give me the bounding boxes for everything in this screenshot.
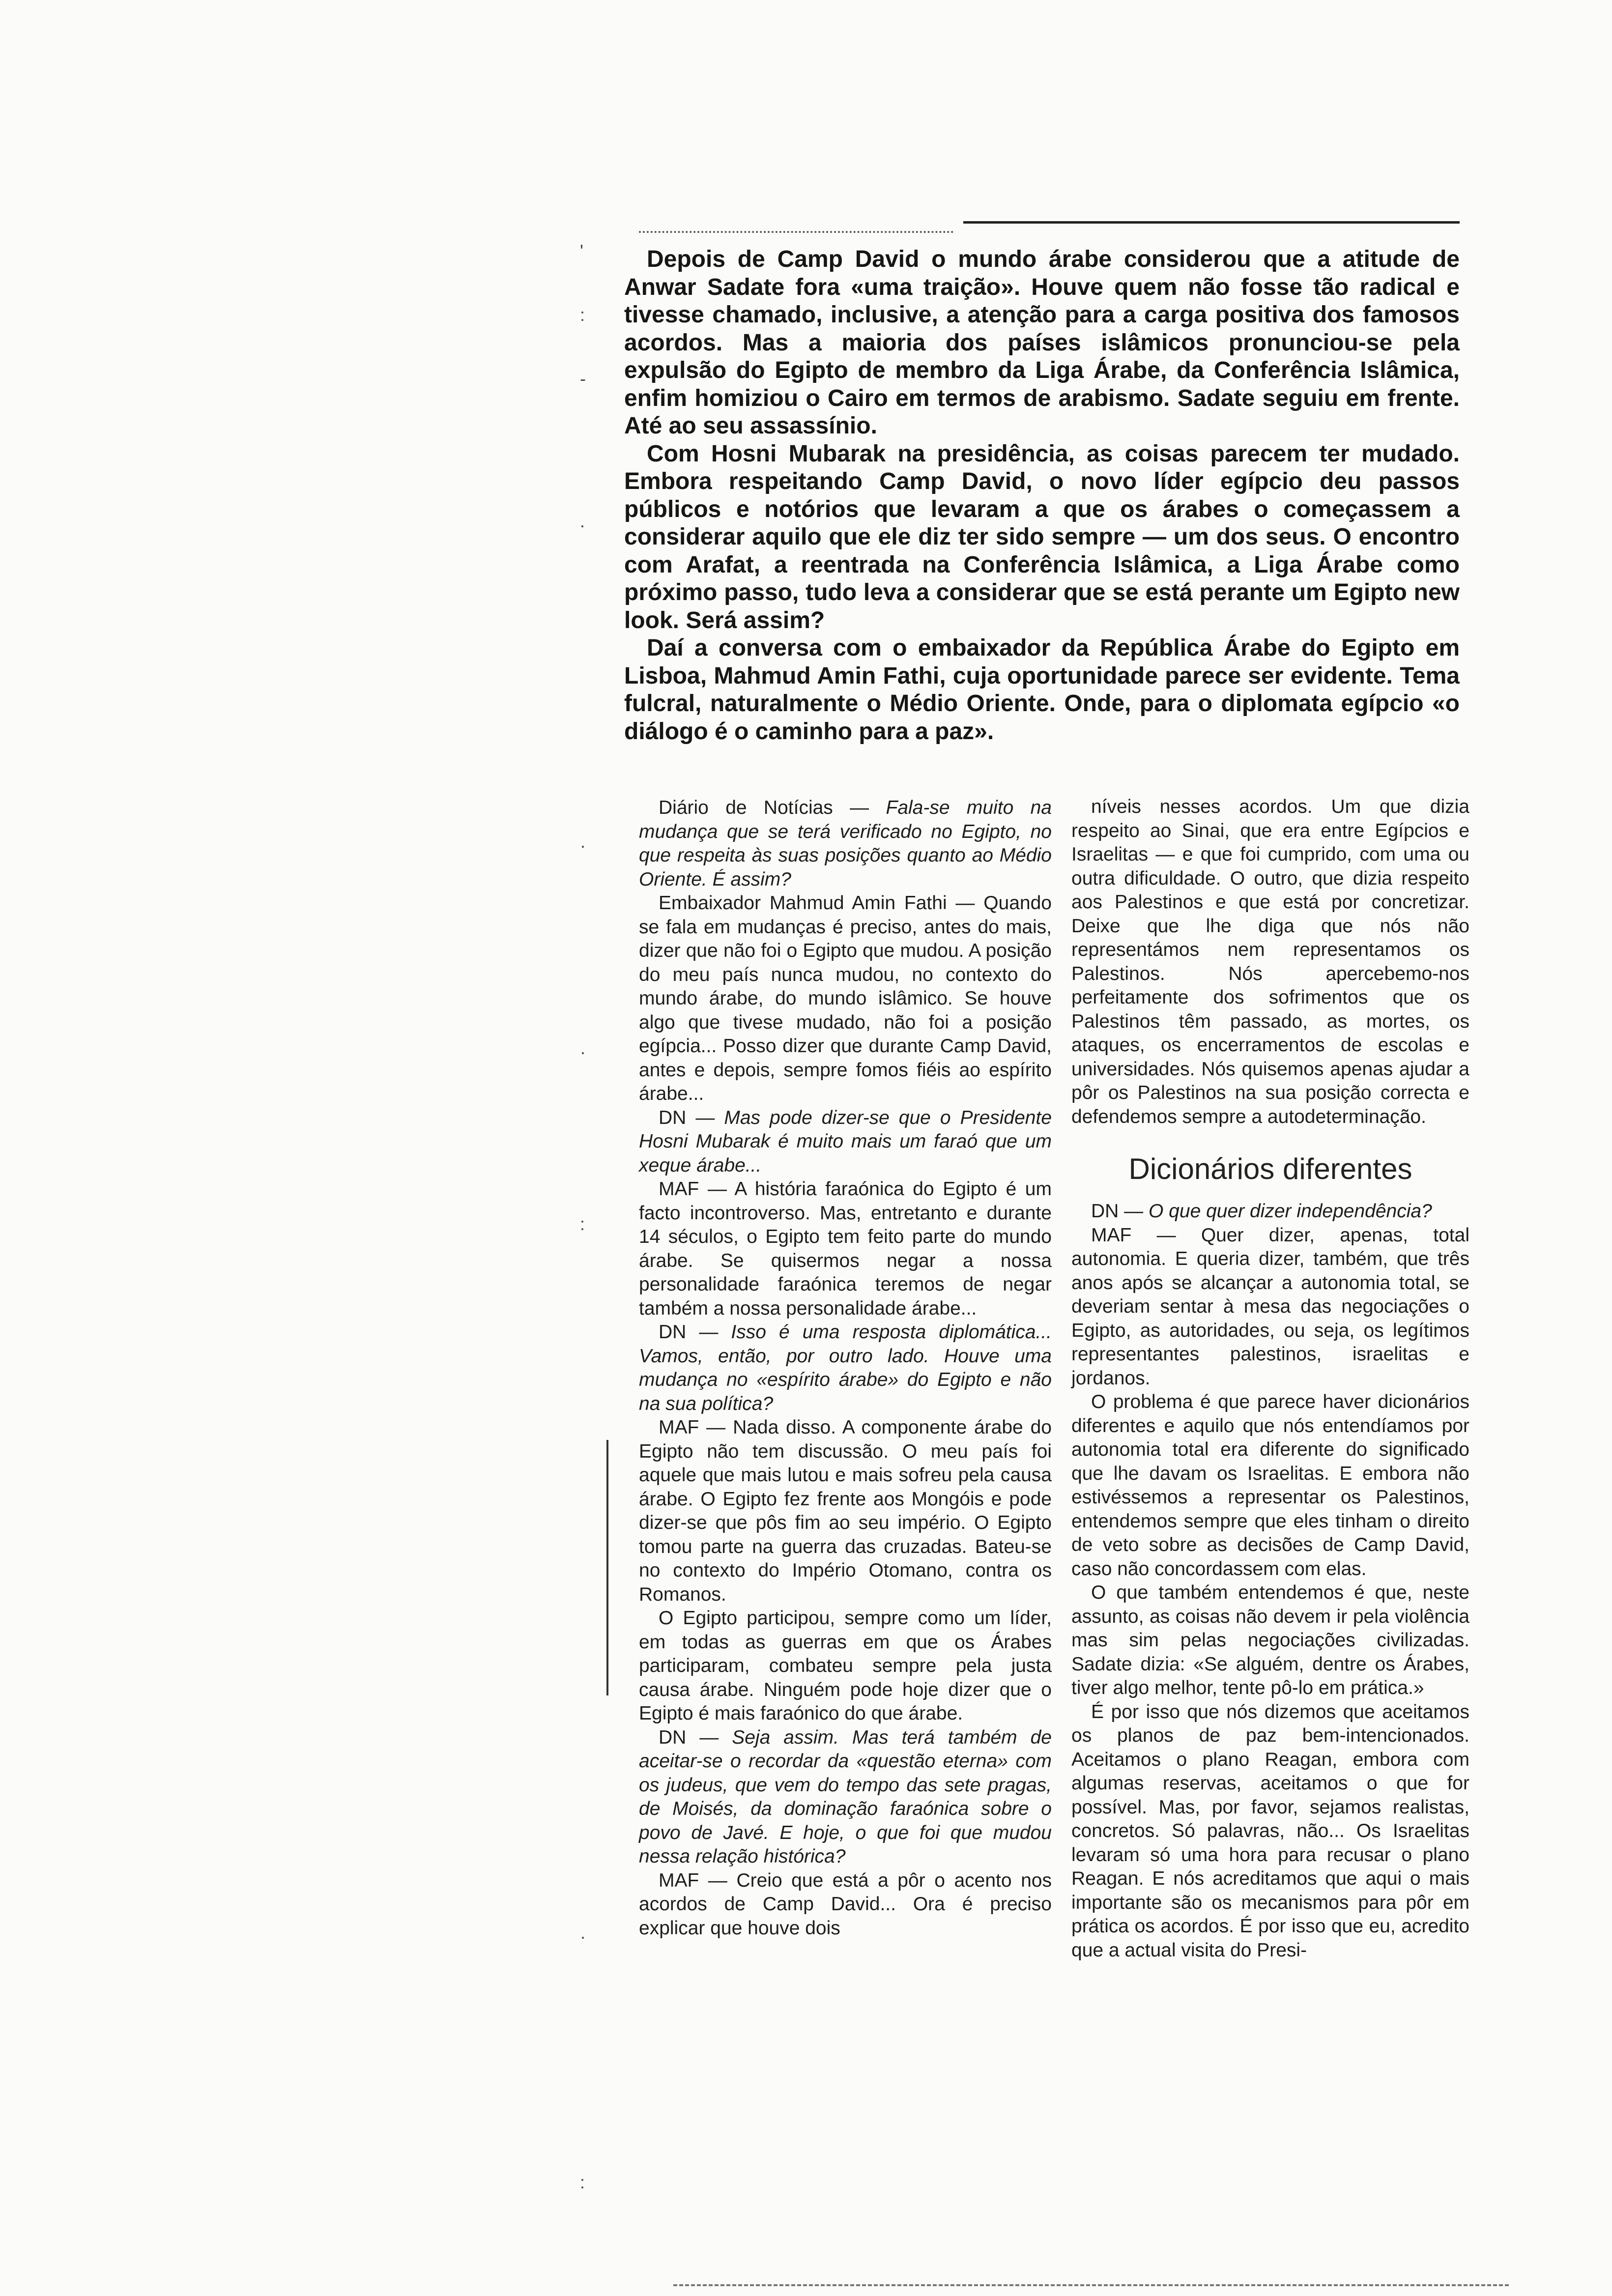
paragraph-text: Seja assim. Mas terá também de aceitar-se o recordar da «questão eterna» com os judeus, que vem do tempo das sete pragas, de Moisés, da dominação faraónica sobre o povo de Javé. E hoje, o que foi que mudou nessa relação histórica? — [639, 1726, 1052, 1867]
paragraph-text: É por isso que nós dizemos que aceitamos os planos de paz bem-intencionados. Aceitamos o plano Reagan, embora com algumas reservas, aceitamos o que for possível. Mas, por favor, sejamos realistas, concretos. Só palavras, não... Os Israelitas levaram só uma hora para recusar o plano Reagan. E nós acreditamos que aqui o mais importante são os mecanismos para pôr em prática os acordos. É por isso que eu, acredito que a actual visita do Presi- — [1071, 1701, 1469, 1961]
interview-answer — [639, 1869, 1052, 1941]
interview-question — [639, 1726, 1052, 1869]
margin-mark: ' — [580, 241, 583, 261]
paragraph-text: Creio que está a pôr o acento nos acordos de Camp David... Ora é preciso explicar que houve dois — [639, 1869, 1052, 1939]
speaker-label: Embaixador Mahmud Amin Fathi — — [659, 892, 975, 914]
speaker-label: DN — — [659, 1321, 719, 1343]
section-subheading: Dicionários diferentes — [1128, 1152, 1412, 1185]
speaker-label: Diário de Notícias — — [659, 797, 869, 818]
interview-answer — [639, 1177, 1052, 1320]
margin-mark: - — [580, 369, 586, 389]
paragraph-text: Quer dizer, apenas, total autonomia. E queria dizer, também, que três anos após se alcançar a autonomia total, se deveriam sentar à mesa das negociações o Egipto, as autoridades, ou seja, os legítimos representantes palestinos, israelitas e jordanos. — [1071, 1224, 1469, 1389]
interview-answer — [1071, 1700, 1469, 1963]
margin-mark: · — [580, 1926, 586, 1947]
interview-question — [1071, 1200, 1469, 1224]
speaker-label: DN — — [659, 1726, 719, 1748]
margin-mark: : — [580, 305, 585, 325]
interview-answer — [1071, 795, 1469, 1129]
speaker-label: MAF — — [1091, 1224, 1176, 1246]
paragraph-text: O problema é que parece haver dicionários diferentes e aquilo que nós entendíamos por autonomia total era diferente do significado que lhe davam os Israelitas. E embora não estivéssemos a representar os Palestinos, entendemos sempre que eles tinham o direito de veto sobre as decisões de Camp David, caso não concordassem com elas. — [1071, 1391, 1469, 1579]
intro-paragraph-3: Daí a conversa com o embaixador da República Árabe do Egipto em Lisboa, Mahmud Amin Fathi, cuja oportunidade parece ser evidente. Tema fulcral, naturalmente o Médio Oriente. Onde, para o diplomata egípcio «o diálogo é o caminho para a paz». — [624, 635, 1460, 745]
interview-column-right — [1071, 795, 1469, 1962]
interview-question — [639, 796, 1052, 891]
interview-answer — [1071, 1581, 1469, 1700]
paragraph-text: Nada disso. A componente árabe do Egipto não tem discussão. O meu país foi aquele que mais lutou e mais sofreu pela causa árabe. O Egipto fez frente aos Mongóis e pode dizer-se que pôs fim ao seu império. O Egipto tomou parte na guerra das cruzadas. Bateu-se no contexto do Império Otomano, contra os Romanos. — [639, 1417, 1052, 1605]
paragraph-text: O que também entendemos é que, neste assunto, as coisas não devem ir pela violência mas sim pelas negociações civilizadas. Sadate dizia: «Se alguém, dentre os Árabes, tiver algo melhor, tente pô-lo em prática.» — [1071, 1582, 1469, 1698]
paragraph-text: Fala-se muito na mudança que se terá verificado no Egipto, no que respeita às suas posições quanto ao Médio Oriente. É assim? — [639, 797, 1052, 890]
interview-question — [639, 1320, 1052, 1416]
speaker-label: MAF — — [659, 1869, 727, 1891]
speaker-label: MAF — — [659, 1178, 727, 1200]
margin-mark: : — [580, 2172, 585, 2192]
margin-mark: . — [580, 511, 585, 531]
intro-paragraph-1: Depois de Camp David o mundo árabe considerou que a atitude de Anwar Sadate fora «uma traição». Houve quem não fosse tão radical e tivesse chamado, inclusive, a atenção para a carga positiva dos famosos acordos. Mas a maioria dos países islâmicos pronunciou-se pela expulsão do Egipto de membro da Liga Árabe, da Conferência Islâmica, enfim homiziou o Cairo em termos de arabismo. Sadate seguiu em frente. Até ao seu assassínio. — [624, 246, 1460, 439]
interview-column-right-bottom — [1071, 1200, 1469, 1962]
margin-mark: · — [580, 1042, 586, 1062]
interview-answer — [1071, 1224, 1469, 1391]
bottom-rule — [673, 2284, 1509, 2286]
paragraph-text: Isso é uma resposta diplomática... Vamos, então, por outro lado. Houve uma mudança no «espírito árabe» do Egipto e não na sua política? — [639, 1321, 1052, 1414]
interview-column-right-top — [1071, 795, 1469, 1129]
margin-mark: : — [580, 1214, 585, 1234]
speaker-label: DN — — [659, 1107, 715, 1128]
interview-answer — [1071, 1390, 1469, 1581]
top-rule-dotted — [639, 231, 953, 233]
intro-paragraph-2: Com Hosni Mubarak na presidência, as coisas parecem ter mudado. Embora respeitando Camp David, o novo líder egípcio deu passos públicos e notórios que levaram a que os árabes o começassem a considerar aquilo que ele diz ter sido sempre — um dos seus. O encontro com Arafat, a reentrada na Conferência Islâmica, a Liga Árabe como próximo passo, tudo leva a considerar que se está perante um Egipto new look. Será assim? — [624, 440, 1460, 633]
top-rule — [963, 221, 1460, 224]
paragraph-text: Quando se fala em mudanças é preciso, antes do mais, dizer que não foi o Egipto que mudou. A posição do meu país nunca mudou, no contexto do mundo árabe, do mundo islâmico. Se houve algo que tivese mudado, não foi a posição egípcia... Posso dizer que durante Camp David, antes e depois, sempre fomos fiéis ao espírito árabe... — [639, 892, 1052, 1104]
margin-line — [606, 1440, 608, 1695]
paragraph-text: níveis nesses acordos. Um que dizia respeito ao Sinai, que era entre Egípcios e Israelitas — e que foi cumprido, com uma ou outra dificuldade. O outro, que dizia respeito aos Palestinos e que está por concretizar. Deixe que lhe diga que nós não representámos nem representamos os Palestinos. Nós apercebemo-nos perfeitamente dos sofrimentos que os Palestinos têm passado, as mortes, os ataques, os encerramentos de escolas e universidades. Nós quisemos apenas ajudar a pôr os Palestinos na sua posição correcta e defendemos sempre a autodeterminação. — [1071, 796, 1469, 1127]
speaker-label: MAF — — [659, 1417, 726, 1438]
intro-block — [624, 246, 1460, 746]
margin-mark: · — [580, 835, 586, 856]
interview-question — [639, 1106, 1052, 1178]
paragraph-text: O Egipto participou, sempre como um líder, em todas as guerras em que os Árabes participaram, combateu sempre pela justa causa árabe. Ninguém pode hoje dizer que o Egipto é mais faraónico do que árabe. — [639, 1607, 1052, 1724]
speaker-label: DN — — [1091, 1201, 1144, 1222]
interview-column-left — [639, 796, 1052, 1940]
interview-answer — [639, 1416, 1052, 1607]
interview-answer — [639, 1607, 1052, 1726]
paragraph-text: A história faraónica do Egipto é um facto incontroverso. Mas, entretanto e durante 14 séculos, o Egipto tem feito parte do mundo árabe. Se quisermos negar a nossa personalidade faraónica teremos de negar também a nossa personalidade árabe... — [639, 1178, 1052, 1319]
paragraph-text: Mas pode dizer-se que o Presidente Hosni Mubarak é muito mais um faraó que um xeque árabe... — [639, 1107, 1052, 1176]
paragraph-text: O que quer dizer independência? — [1149, 1201, 1432, 1222]
interview-answer — [639, 891, 1052, 1106]
